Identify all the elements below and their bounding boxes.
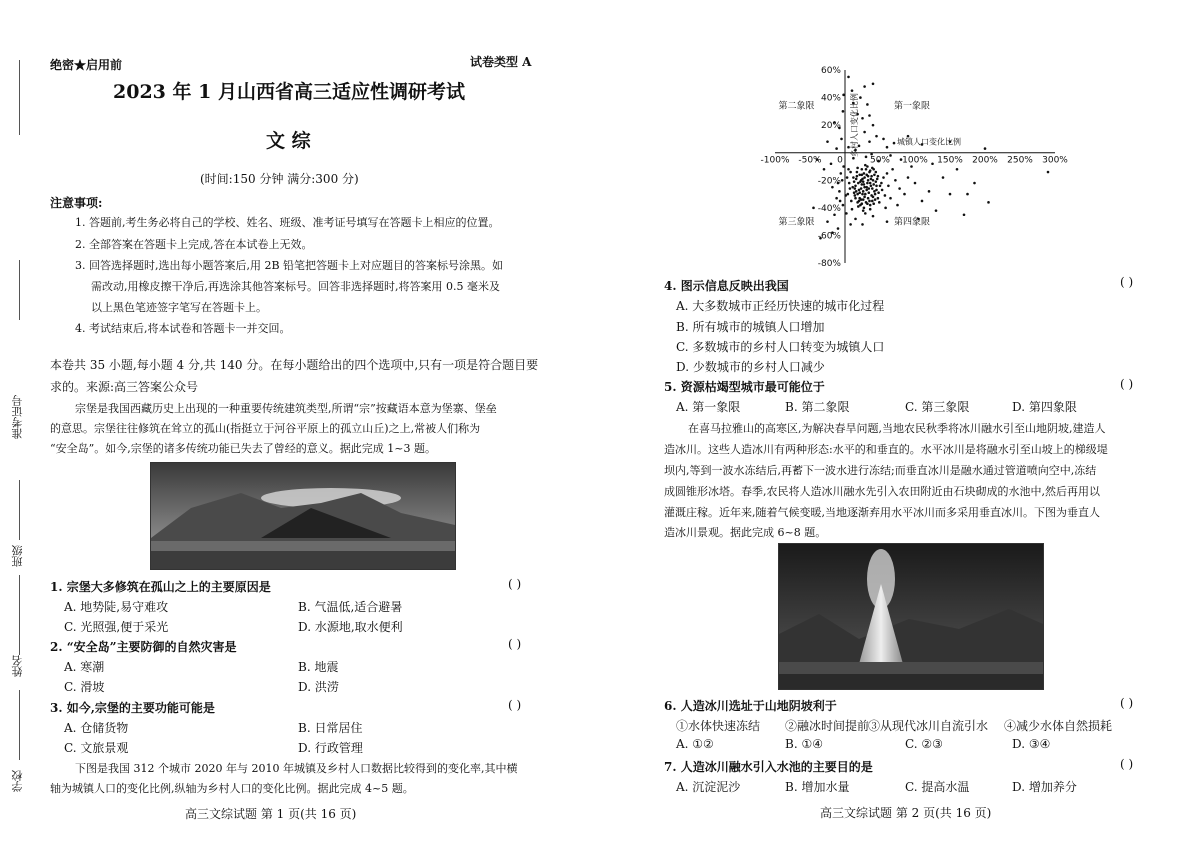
scatter-point [863, 183, 866, 186]
scatter-point [870, 178, 873, 181]
answer-paren: ( ) [1120, 377, 1134, 391]
statement-item: ④减少水体自然损耗 [1004, 719, 1113, 733]
x-tick-label: 0 [837, 155, 843, 166]
scatter-point [875, 171, 878, 174]
passage-line: 坝内,等到一波水冻结后,再蓄下一波水进行冻结;而垂直冰川是融水通过管道喷向空中,冻结 [664, 464, 1097, 477]
option: D. 洪涝 [298, 680, 339, 694]
scatter-point [907, 176, 910, 179]
passage-line: 宗堡是我国西藏历史上出现的一种重要传统建筑类型,所谓“宗”按藏语本意为堡寨、堡垒 [75, 402, 497, 415]
scatter-point [881, 189, 884, 192]
page-footer: 高三文综试题 第 1 页(共 16 页) [185, 807, 357, 821]
passage-line: 成圆锥形冰塔。春季,农民将人造冰川融水先引入农田附近由石块砌成的水池中,然后再用以 [664, 485, 1100, 498]
gutter-class-label: 班级 [11, 545, 24, 567]
question-7: 7. 人造冰川融水引入水池的主要目的是 [664, 760, 873, 774]
question-2: 2. “安全岛”主要防御的自然灾害是 [50, 640, 237, 654]
option: D. 少数城市的乡村人口减少 [676, 360, 825, 374]
passage-line: 灌溉庄稼。近年来,随着气候变暖,当地逐渐弃用水平冰川而多采用垂直冰川。下图为垂直人 [664, 506, 1100, 519]
note-line: 4. 考试结束后,将本试卷和答题卡一并交回。 [75, 322, 291, 335]
scatter-point [849, 171, 852, 174]
scatter-point [869, 208, 872, 211]
scatter-point [865, 168, 868, 171]
option: C. 第三象限 [905, 400, 970, 414]
scatter-point [842, 110, 845, 113]
gutter-line [19, 260, 20, 320]
scatter-point [921, 200, 924, 203]
y-tick-label: 20% [820, 121, 841, 132]
scatter-point [868, 200, 871, 203]
scatter-point [854, 187, 857, 190]
gutter-school-label: 学校 [11, 770, 24, 792]
scatter-point [898, 187, 901, 190]
scatter-point [865, 173, 868, 176]
scatter-point [861, 168, 864, 171]
x-axis-title: 城镇人口变化比例 [897, 137, 961, 147]
option: D. ③④ [1012, 737, 1051, 751]
option: B. 地震 [298, 660, 339, 674]
scatter-point [868, 191, 871, 194]
scatter-point [858, 191, 861, 194]
scatter-point [873, 190, 876, 193]
scatter-point [871, 187, 874, 190]
scatter-point [848, 182, 851, 185]
scatter-point [935, 209, 938, 212]
answer-paren: ( ) [508, 698, 522, 712]
scatter-point [858, 189, 861, 192]
option: D. 水源地,取水便利 [298, 620, 403, 634]
scatter-point [839, 200, 842, 203]
urban-rural-scatter-chart [760, 58, 1068, 269]
answer-paren: ( ) [1120, 757, 1134, 771]
scatter-point [840, 172, 843, 175]
scatter-point [854, 185, 857, 188]
scatter-point [896, 204, 899, 207]
scatter-point [856, 175, 859, 178]
scatter-point [880, 182, 883, 185]
scatter-point [851, 208, 854, 211]
scatter-point [849, 223, 852, 226]
scatter-point [863, 186, 866, 189]
scatter-point [857, 182, 860, 185]
option: D. 增加养分 [1012, 780, 1077, 794]
x-tick-label: 50% [869, 155, 891, 166]
scatter-point [869, 182, 872, 185]
note-line: 需改动,用橡皮擦干净后,再选涂其他答案标号。回答非选择题时,将答案用 0.5 毫米及 [91, 280, 500, 293]
scatter-point [874, 193, 877, 196]
scatter-point [868, 114, 871, 117]
answer-paren: ( ) [508, 637, 522, 651]
scatter-point [987, 201, 990, 204]
scatter-point [841, 179, 844, 182]
option: A. 寒潮 [64, 660, 105, 674]
question-3: 3. 如今,宗堡的主要功能可能是 [50, 701, 215, 715]
scatter-point [887, 185, 890, 188]
scatter-point [867, 179, 870, 182]
notes-heading: 注意事项: [50, 196, 103, 210]
passage-line: 造冰川。这些人造冰川有两种形态:水平的和垂直的。水平冰川是将融水引至山坡上的梯级堤 [664, 443, 1108, 456]
page-2 [600, 0, 1200, 849]
scatter-point [889, 197, 892, 200]
option: C. ②③ [905, 737, 943, 751]
scatter-point [866, 165, 869, 168]
page-footer: 高三文综试题 第 2 页(共 16 页) [820, 806, 992, 820]
scatter-point [884, 207, 887, 210]
x-tick-label: -100% [760, 155, 790, 166]
question-6: 6. 人造冰川选址于山地阴坡利于 [664, 699, 837, 713]
scatter-point [863, 196, 866, 199]
option: B. ①④ [785, 737, 823, 751]
scatter-point [876, 178, 879, 181]
x-tick-label: 250% [1007, 155, 1033, 166]
scatter-point [942, 176, 945, 179]
option: C. 光照强,便于采光 [64, 620, 169, 634]
quadrant-label: 第二象限 [778, 101, 815, 112]
y-axis-title: 乡村人口变化比例 [850, 93, 859, 158]
answer-paren: ( ) [1120, 275, 1134, 289]
scatter-point [868, 187, 871, 190]
scatter-point [872, 82, 875, 85]
scatter-point [854, 218, 857, 221]
scatter-point [894, 179, 897, 182]
scatter-point [857, 205, 860, 208]
scatter-point [903, 193, 906, 196]
scatter-point [864, 193, 867, 196]
passage-line: 下图是我国 312 个城市 2020 年与 2010 年城镇及乡村人口数据比较得到的变化率,其中横 [75, 762, 518, 775]
scatter-point [869, 204, 872, 207]
scatter-point [884, 194, 887, 197]
scatter-point [875, 135, 878, 138]
scatter-point [866, 103, 869, 106]
scatter-point [863, 131, 866, 134]
scatter-point [866, 202, 869, 205]
scatter-point [877, 175, 880, 178]
question-1: 1. 宗堡大多修筑在孤山之上的主要原因是 [50, 580, 271, 594]
gutter-name-label: 姓名 [11, 655, 24, 677]
option: C. 提高水温 [905, 780, 970, 794]
passage-line: 的意思。宗堡往往修筑在耸立的孤山(指挺立于河谷平原上的孤立山丘)之上,常被人们称为 [50, 422, 481, 435]
gutter-line [19, 575, 20, 655]
y-tick-label: -80% [817, 259, 841, 269]
y-tick-label: 40% [820, 93, 841, 104]
scatter-point [984, 147, 987, 150]
scatter-point [868, 140, 871, 143]
scatter-point [867, 197, 870, 200]
option: B. 日常居住 [298, 721, 363, 735]
note-line: 2. 全部答案在答题卡上完成,答在本试卷上无效。 [75, 238, 313, 251]
scatter-point [914, 182, 917, 185]
time-info: (时间:150 分钟 满分:300 分) [200, 172, 359, 186]
scatter-point [963, 213, 966, 216]
gutter-line [19, 690, 20, 760]
passage-line: “安全岛”。如今,宗堡的诸多传统功能已失去了曾经的意义。据此完成 1~3 题。 [50, 442, 436, 455]
gutter-ticket-label: 准考证号 [11, 395, 24, 439]
scatter-point [882, 138, 885, 141]
ice-stupa-photo [778, 543, 1044, 690]
note-line: 3. 回答选择题时,选出每小题答案后,用 2B 铅笔把答题卡上对应题目的答案标号涂黑。如 [75, 259, 504, 272]
scatter-point [875, 180, 878, 183]
scatter-point [862, 209, 865, 212]
y-tick-label: 60% [820, 66, 841, 76]
scatter-point [856, 171, 859, 174]
option: C. 多数城市的乡村人口转变为城镇人口 [676, 340, 885, 354]
instructions-line: 本卷共 35 小题,每小题 4 分,共 140 分。在每小题给出的四个选项中,只有一项是符合题目要 [50, 358, 539, 372]
scatter-point [872, 124, 875, 127]
scatter-point [863, 207, 866, 210]
scatter-point [877, 191, 880, 194]
note-line: 以上黑色笔迹签字笔写在答题卡上。 [91, 301, 267, 314]
option: A. 第一象限 [676, 400, 741, 414]
note-line: 1. 答题前,考生务必将自己的学校、姓名、班级、准考证号填写在答题卡上相应的位置。 [75, 216, 500, 229]
scatter-point [877, 197, 880, 200]
chart-labels [761, 66, 1069, 269]
option: B. 第二象限 [785, 400, 850, 414]
scatter-point [866, 182, 869, 185]
scatter-point [973, 182, 976, 185]
scatter-point [842, 204, 845, 207]
scatter-point [931, 162, 934, 165]
option: A. 沉淀泥沙 [676, 780, 741, 794]
scatter-point [886, 220, 889, 223]
scatter-point [861, 117, 864, 120]
passage-line: 在喜马拉雅山的高寒区,为解决春旱问题,当地农民秋季将冰川融水引至山地阴坡,建造人 [688, 422, 1106, 435]
scatter-point [847, 76, 850, 79]
scatter-point [845, 212, 848, 215]
option: C. 文旅景观 [64, 741, 129, 755]
quadrant-label: 第四象限 [894, 217, 931, 228]
scatter-point [860, 179, 863, 182]
question-4: 4. 图示信息反映出我国 [664, 279, 789, 293]
scatter-point [966, 193, 969, 196]
gutter-line [19, 480, 20, 540]
x-tick-label: -50% [798, 155, 822, 166]
confidential-label: 绝密★启用前 [50, 58, 123, 72]
scatter-point [855, 178, 858, 181]
scatter-point [870, 175, 873, 178]
scatter-point [865, 156, 868, 159]
scatter-point [891, 168, 894, 171]
scatter-point [879, 185, 882, 188]
gutter-line [19, 60, 20, 135]
option: A. 大多数城市正经历快速的城市化过程 [676, 299, 885, 313]
x-tick-label: 150% [937, 155, 963, 166]
x-tick-label: 100% [902, 155, 928, 166]
scatter-point [893, 142, 896, 145]
scatter-point [882, 176, 885, 179]
scatter-point [850, 200, 853, 203]
statement-item: ①水体快速冻结 [676, 719, 761, 733]
scatter-point [854, 197, 857, 200]
scatter-point [875, 185, 878, 188]
scatter-point [861, 173, 864, 176]
x-tick-label: 200% [972, 155, 998, 166]
scatter-point [886, 172, 889, 175]
scatter-point [851, 89, 854, 92]
statement-item: ②融冰时间提前 [785, 719, 870, 733]
scatter-point [826, 140, 829, 143]
subject-title: 文 综 [266, 130, 311, 152]
question-5: 5. 资源枯竭型城市最可能位于 [664, 380, 825, 394]
scatter-point [872, 215, 875, 218]
option: B. 所有城市的城镇人口增加 [676, 320, 825, 334]
scatter-point [928, 190, 931, 193]
scatter-point [878, 201, 881, 204]
scatter-point [864, 212, 867, 215]
scatter-point [842, 94, 845, 97]
scatter-point [854, 194, 857, 197]
instructions-line: 求的。来源:高三答案公众号 [50, 380, 199, 394]
option: A. ①② [676, 737, 714, 751]
scatter-point [869, 169, 872, 172]
mountain-landscape-photo [150, 462, 456, 570]
y-tick-label: -60% [817, 231, 841, 242]
scatter-point [858, 197, 861, 200]
y-tick-label: -40% [817, 203, 841, 214]
option: D. 第四象限 [1012, 400, 1077, 414]
scatter-point [837, 227, 840, 230]
scatter-point [956, 168, 959, 171]
option: A. 仓储货物 [64, 721, 129, 735]
option: A. 地势陡,易守难攻 [64, 600, 169, 614]
option: D. 行政管理 [298, 741, 363, 755]
exam-title: 2023 年 1 月山西省高三适应性调研考试 [113, 81, 465, 103]
answer-paren: ( ) [508, 577, 522, 591]
scatter-point [862, 190, 865, 193]
y-tick-label: -20% [817, 176, 841, 187]
scatter-point [849, 187, 852, 190]
scatter-point [835, 147, 838, 150]
scatter-point [812, 207, 815, 210]
option: C. 滑坡 [64, 680, 105, 694]
scatter-point [844, 194, 847, 197]
scatter-point [873, 173, 876, 176]
scatter-point [874, 198, 877, 201]
scatter-point [826, 220, 829, 223]
scatter-point [861, 193, 864, 196]
scatter-point [847, 168, 850, 171]
scatter-point [872, 168, 875, 171]
scatter-point [853, 191, 856, 194]
scatter-point [853, 180, 856, 183]
scatter-point [862, 198, 865, 201]
scatter-point [861, 202, 864, 205]
scatter-point [823, 168, 826, 171]
option: B. 增加水量 [785, 780, 850, 794]
scatter-point [861, 223, 864, 226]
quadrant-label: 第一象限 [894, 101, 931, 112]
passage-line: 造冰川景观。据此完成 6~8 题。 [664, 526, 827, 539]
scatter-point [830, 162, 833, 165]
scatter-point [870, 185, 873, 188]
scatter-point [1047, 171, 1050, 174]
statement-item: ③从现代冰川自流引水 [868, 719, 989, 733]
scatter-point [872, 196, 875, 199]
scatter-point [871, 200, 874, 203]
quadrant-label: 第三象限 [778, 217, 815, 228]
scatter-point [846, 176, 849, 179]
scatter-point [863, 85, 866, 88]
option: B. 气温低,适合避暑 [298, 600, 403, 614]
scatter-point [859, 96, 862, 99]
scatter-point [838, 190, 841, 193]
scatter-point [856, 167, 859, 170]
scatter-point [872, 183, 875, 186]
scatter-point [840, 138, 843, 141]
scatter-point [886, 146, 889, 149]
paper-type-label: 试卷类型 A [470, 55, 532, 69]
answer-paren: ( ) [1120, 696, 1134, 710]
scatter-point [856, 201, 859, 204]
x-tick-label: 300% [1042, 155, 1068, 166]
scatter-point [949, 193, 952, 196]
scatter-point [852, 176, 855, 179]
scatter-point [835, 197, 838, 200]
scatter-point [872, 202, 875, 205]
passage-line: 轴为城镇人口的变化比例,纵轴为乡村人口的变化比例。据此完成 4~5 题。 [50, 782, 414, 795]
